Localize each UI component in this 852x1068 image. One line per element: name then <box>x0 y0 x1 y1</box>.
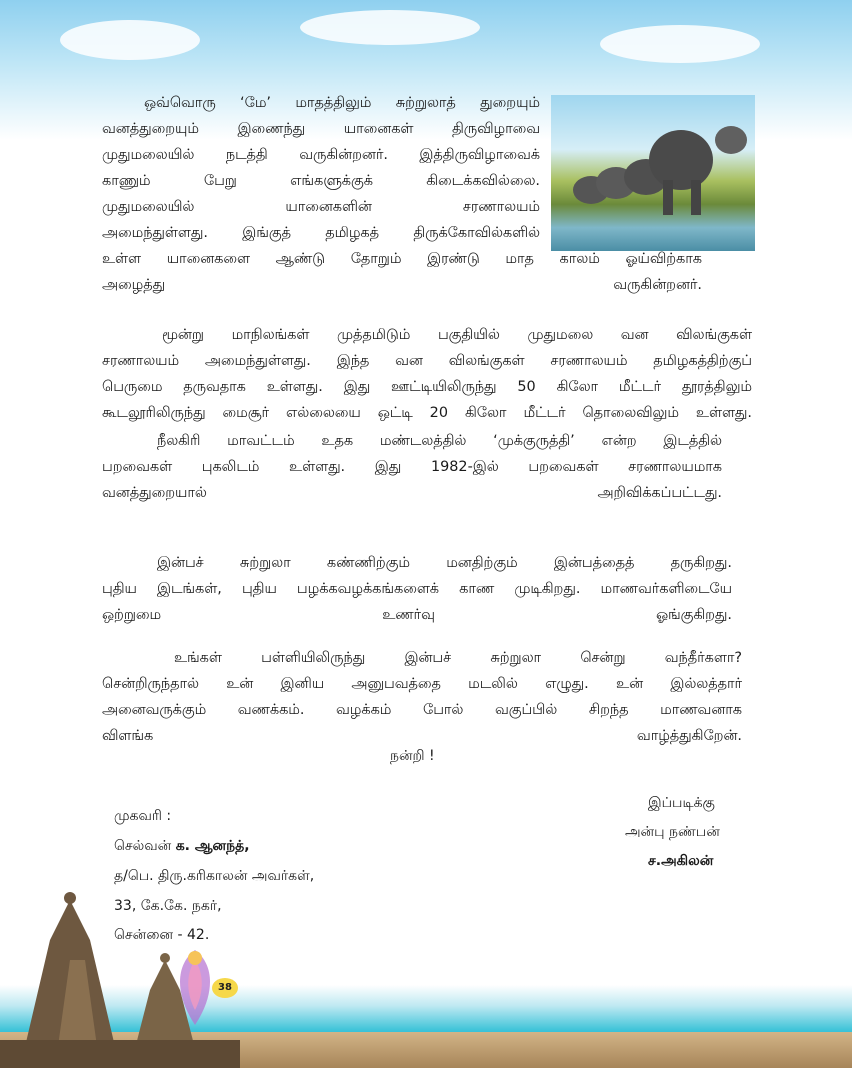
text-line: கூடலூரிலிருந்து மைசூர் எல்லையை ஒட்டி 20 கிலோ மீட்டர் தொலைவிலும் உள்ளது. <box>102 405 752 421</box>
address-line-3: 33, கே.கே. நகர், <box>114 898 222 914</box>
closing-line-1: இப்படிக்கு <box>648 795 715 811</box>
paragraph-3 <box>102 428 722 506</box>
address-recipient <box>114 838 250 856</box>
paragraph-2 <box>102 322 752 426</box>
sender-name: ச.அகிலன் <box>648 853 714 869</box>
text-line: முதுமலையில் யானைகளின் சரணாலயம் <box>102 199 540 215</box>
text-line: பெருமை தருவதாக உள்ளது. இது ஊட்டியிலிருந்து 50 கிலோ மீட்டர் தூரத்திலும் <box>102 379 752 395</box>
page-number-badge: 38 <box>212 978 238 998</box>
text-line: விளங்க வாழ்த்துகிறேன். <box>102 728 742 744</box>
text-line: ஒற்றுமை உணர்வு ஓங்குகிறது. <box>102 607 732 623</box>
text-line: வனத்துறையால் அறிவிக்கப்பட்டது. <box>102 485 722 501</box>
address-salutation: செல்வன் <box>114 838 172 854</box>
paragraph-4 <box>102 550 732 628</box>
text-line: உங்கள் பள்ளியிலிருந்து இன்பச் சுற்றுலா சென்று வந்தீர்களா? <box>174 650 742 666</box>
address-line-4: சென்னை - 42. <box>114 927 210 943</box>
cloud <box>600 25 760 63</box>
address-line-2: த/பெ. திரு.கரிகாலன் அவர்கள், <box>114 868 315 884</box>
closing-line-2: அன்பு நண்பன் <box>625 824 720 840</box>
paragraph-1-continued <box>102 246 702 298</box>
text-line: சரணாலயம் அமைந்துள்ளது. இந்த வன விலங்குகள் சரணாலயம் தமிழகத்திற்குப் <box>102 353 752 369</box>
recipient-name: க. ஆனந்த், <box>175 838 250 854</box>
text-line: மூன்று மாநிலங்கள் முத்தமிடும் பகுதியில் முதுமலை வன விலங்குகள் <box>162 327 752 343</box>
text-line: இன்பச் சுற்றுலா கண்ணிற்கும் மனதிற்கும் இன்பத்தைத் தருகிறது. <box>157 555 732 571</box>
text-line: வனத்துறையும் இணைந்து யானைகள் திருவிழாவை <box>102 121 540 137</box>
address-label: முகவரி : <box>114 808 172 824</box>
text-line: அழைத்து வருகின்றனர். <box>102 277 702 293</box>
text-line: முதுமலையில் நடத்தி வருகின்றனர். இத்திருவிழாவைக் <box>102 147 540 163</box>
text-line: காணும் பேறு எங்களுக்குக் கிடைக்கவில்லை. <box>102 173 540 189</box>
text-line: நீலகிரி மாவட்டம் உதக மண்டலத்தில் ‘முக்குருத்தி’ என்ற இடத்தில் <box>157 433 722 449</box>
text-line: அமைந்துள்ளது. இங்குத் தமிழகத் திருக்கோவில்களில் <box>102 225 540 241</box>
text-line: பறவைகள் புகலிடம் உள்ளது. இது 1982-இல் பறவைகள் சரணாலயமாக <box>102 459 722 475</box>
text-line: சென்றிருந்தால் உன் இனிய அனுபவத்தை மடலில் எழுது. உன் இல்லத்தார் <box>102 676 742 692</box>
text-line: உள்ள யானைகளை ஆண்டு தோறும் இரண்டு மாத காலம் ஓய்விற்காக <box>102 251 702 267</box>
text-line: அனைவருக்கும் வணக்கம். வழக்கம் போல் வகுப்பில் சிறந்த மாணவனாக <box>102 702 742 718</box>
cloud <box>300 10 480 45</box>
text-line: புதிய இடங்கள், புதிய பழக்கவழக்கங்களைக் காண முடிகிறது. மாணவர்களிடையே <box>102 581 732 597</box>
thanks-text: நன்றி ! <box>390 748 435 764</box>
text-line: ஒவ்வொரு ‘மே’ மாதத்திலும் சுற்றுலாத் துறையும் <box>144 95 540 111</box>
elephants-photo <box>551 95 755 251</box>
paragraph-5 <box>102 645 742 749</box>
cloud <box>60 20 200 60</box>
paragraph-1 <box>102 90 540 246</box>
